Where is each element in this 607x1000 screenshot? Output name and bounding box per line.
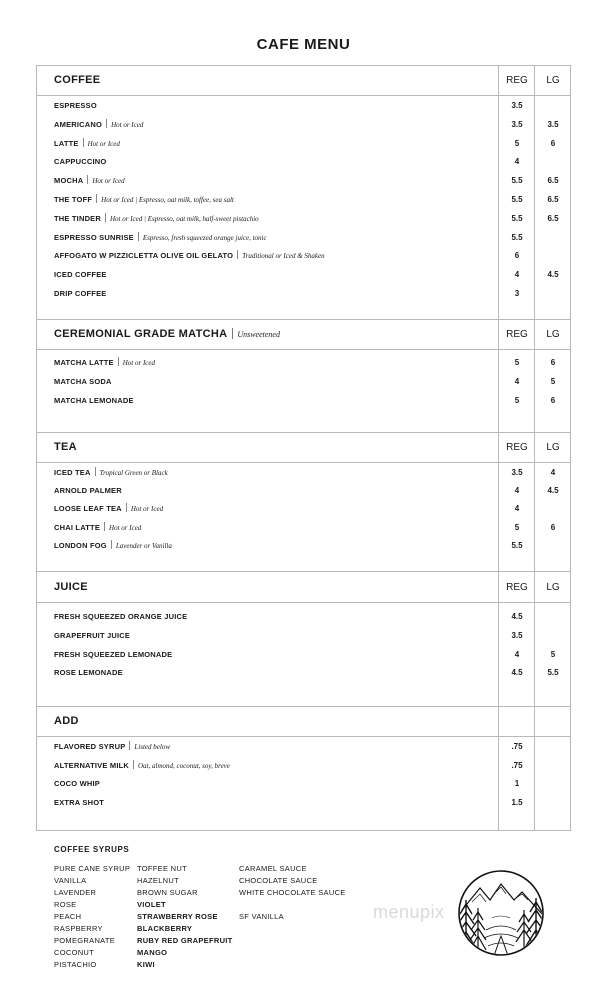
- section-title: [54, 441, 77, 453]
- syrup-item: STRAWBERRY ROSE: [137, 912, 218, 921]
- price-lg: 3.5: [547, 119, 559, 129]
- menu-item-label: [54, 648, 172, 662]
- syrup-item: KIWI: [137, 960, 155, 969]
- menu-item-label: [54, 759, 230, 773]
- price-reg: 1.5: [511, 798, 523, 808]
- menu-item-label: [54, 231, 267, 245]
- watermark: menupix: [373, 902, 445, 922]
- menu-item-name: FRESH SQUEEZED LEMONADE: [54, 649, 173, 659]
- menu-item: [37, 249, 570, 263]
- syrup-column: [137, 863, 233, 971]
- menu-item-description: Hot or Iced: [130, 505, 164, 514]
- syrup-column: [54, 863, 130, 971]
- menu-item-name: CAPPUCCINO: [54, 157, 107, 167]
- menu-item: [37, 287, 570, 301]
- menu-item: [37, 484, 570, 498]
- price-reg: 4: [514, 504, 520, 514]
- price-lg: 6: [550, 522, 556, 532]
- menu-item: [37, 231, 570, 245]
- menu-item: [37, 629, 570, 643]
- syrup-item: PISTACHIO: [54, 960, 97, 969]
- menu-item: [37, 174, 570, 188]
- menu-item-description: Hot or Iced: [92, 177, 125, 186]
- syrup-item: [239, 899, 346, 911]
- column-header-reg: REG: [506, 581, 528, 593]
- price-lg: 4.5: [547, 486, 559, 496]
- section-header: [37, 572, 570, 603]
- menu-item: [37, 502, 570, 516]
- price-reg: 4: [514, 270, 520, 280]
- divider: [106, 119, 107, 128]
- menu-item-name: DRIP COFFEE: [54, 289, 107, 298]
- menu-item-label: [54, 777, 100, 791]
- menu-item-name: FRESH SQUEEZED ORANGE JUICE: [54, 612, 188, 621]
- divider: [232, 328, 233, 339]
- price-lg: 5: [550, 376, 556, 386]
- page-title: CAFE MENU: [256, 36, 351, 53]
- menu-item-label: [54, 212, 259, 226]
- menu-item: [37, 394, 570, 408]
- menu-item-name: CHAI LATTE: [54, 522, 101, 532]
- price-reg: 5.5: [511, 232, 523, 242]
- menu-item-name: ESPRESSO SUNRISE: [54, 232, 134, 242]
- price-reg: 3.5: [511, 119, 523, 129]
- menu-item-description: Oat, almond, coconut, soy, breve: [138, 761, 230, 770]
- price-reg: .75: [511, 742, 523, 751]
- syrup-item: VIOLET: [137, 900, 166, 909]
- menu-item-description: Traditional or Iced & Shaken: [242, 252, 325, 261]
- column-header-lg: LG: [546, 442, 560, 453]
- price-lg: 5.5: [547, 668, 559, 678]
- menu-item-name: THE TINDER: [54, 213, 101, 223]
- menu-item-label: [54, 629, 130, 643]
- syrup-item: PURE CANE SYRUP: [54, 864, 131, 873]
- section-header: [37, 433, 570, 463]
- syrup-item: RUBY RED GRAPEFRUIT: [137, 936, 233, 945]
- menu-item: [37, 155, 570, 169]
- syrup-item: TOFFEE NUT: [137, 864, 187, 873]
- price-lg: 6: [550, 138, 556, 148]
- menu-item-label: [54, 137, 120, 151]
- section-header: [37, 320, 570, 350]
- price-reg: 5.5: [511, 176, 523, 186]
- section-coffee: [37, 66, 570, 319]
- syrup-item: WHITE CHOCOLATE SAUCE: [239, 888, 346, 897]
- price-lg: 4: [550, 468, 556, 477]
- column-header-reg: REG: [506, 75, 528, 86]
- price-reg: 5.5: [511, 195, 523, 204]
- price-reg: 5: [514, 395, 520, 405]
- menu-item-label: [54, 539, 172, 553]
- menu-item-name: ROSE LEMONADE: [54, 668, 123, 678]
- menu-item: [37, 212, 570, 226]
- menu-item-label: [54, 796, 104, 810]
- section-add: [37, 706, 570, 831]
- divider: [96, 194, 97, 203]
- menu-item-description: Tropical Green or Black: [99, 469, 168, 477]
- menu-item-label: [54, 666, 123, 680]
- syrup-item: LAVENDER: [54, 888, 97, 897]
- menu-item-label: [54, 118, 143, 132]
- menu-item-label: [54, 99, 97, 113]
- price-reg: 4.5: [511, 668, 523, 678]
- price-reg: 4.5: [511, 612, 523, 621]
- menu-item-name: FLAVORED SYRUP: [54, 742, 126, 751]
- divider: [129, 741, 130, 750]
- menu-item: [37, 777, 570, 791]
- syrup-item: ROSE: [54, 900, 77, 909]
- price-lg: 6.5: [547, 213, 559, 223]
- price-lg: 5: [550, 649, 556, 659]
- divider: [133, 760, 134, 769]
- syrup-item: RASPBERRY: [54, 924, 103, 933]
- menu-item-label: [54, 502, 163, 516]
- section-title: [54, 328, 280, 340]
- price-reg: 5.5: [511, 540, 523, 550]
- column-header-lg: LG: [546, 75, 560, 86]
- menu-item: [37, 666, 570, 680]
- forest-mountain-emblem-icon: [458, 870, 544, 956]
- menu-item: [37, 268, 570, 282]
- price-lg: 6: [550, 395, 556, 405]
- price-lg: 6: [550, 358, 556, 367]
- menu-item-description: Hot or Iced: [87, 139, 120, 148]
- menu-item-label: [54, 610, 187, 624]
- menu-item-name: ARNOLD PALMER: [54, 486, 122, 496]
- menu-item: [37, 118, 570, 132]
- syrup-item: POMEGRANATE: [54, 936, 116, 945]
- menu-item-description: Listed below: [134, 743, 171, 751]
- section-title-text: TEA: [54, 441, 77, 453]
- price-reg: 4: [514, 486, 520, 496]
- menu-item-name: ICED TEA: [54, 468, 91, 477]
- menu-item-label: [54, 521, 141, 535]
- syrup-item: COCONUT: [54, 948, 95, 957]
- menu-item-label: [54, 375, 112, 389]
- menu-item: [37, 99, 570, 113]
- section-note: Unsweetened: [237, 330, 280, 339]
- menu-item: [37, 539, 570, 553]
- price-reg: 3.5: [511, 468, 523, 477]
- price-lg: 6.5: [547, 176, 559, 186]
- divider: [87, 175, 88, 184]
- price-reg: 5: [514, 522, 520, 532]
- menu-item-description: Hot or Iced | Espresso, oat milk, half-sweet pistachio: [110, 214, 259, 223]
- syrup-item: SF VANILLA: [239, 912, 284, 921]
- syrup-item: PEACH: [54, 912, 82, 921]
- menu-item-name: COCO WHIP: [54, 779, 100, 789]
- menu-item-label: [54, 155, 106, 169]
- menu-item-label: [54, 268, 107, 282]
- divider: [111, 540, 112, 549]
- section-title-text: JUICE: [54, 580, 88, 593]
- divider: [104, 522, 105, 531]
- menu-item-name: ESPRESSO: [54, 101, 97, 110]
- menu-item-description: Hot or Iced: [122, 359, 156, 367]
- menu-item: [37, 466, 570, 480]
- price-reg: 5: [514, 358, 520, 367]
- section-ceremonial-grade-matcha: [37, 319, 570, 432]
- menu-item-name: ALTERNATIVE MILK: [54, 760, 129, 770]
- column-header-reg: REG: [506, 442, 528, 453]
- menu-item-label: [54, 484, 122, 498]
- menu-item-name: EXTRA SHOT: [54, 798, 105, 808]
- menu-item: [37, 375, 570, 389]
- section-title-text: ADD: [54, 715, 79, 727]
- menu-item-label: [54, 466, 168, 480]
- syrup-item: MANGO: [137, 948, 168, 957]
- menu-item-name: ICED COFFEE: [54, 270, 107, 280]
- price-reg: 3: [514, 289, 520, 298]
- menu-item-label: [54, 287, 107, 301]
- menu-item-label: [54, 249, 325, 263]
- menu-item: [37, 356, 570, 370]
- menu-item: [37, 796, 570, 810]
- menu-item-description: Hot or Iced: [111, 120, 144, 129]
- menu-item: [37, 740, 570, 754]
- menu-item-name: LATTE: [54, 138, 79, 148]
- column-header-reg: REG: [506, 329, 528, 340]
- menu-item: [37, 759, 570, 773]
- syrups-title: COFFEE SYRUPS: [54, 845, 130, 854]
- menu-table: [36, 65, 571, 831]
- menu-item-name: THE TOFF: [54, 195, 93, 204]
- coffee-syrups: [54, 845, 346, 969]
- price-reg: .75: [511, 760, 523, 770]
- column-header-lg: LG: [546, 581, 560, 593]
- section-tea: [37, 432, 570, 571]
- price-reg: 5.5: [511, 213, 523, 223]
- syrup-item: HAZELNUT: [137, 876, 179, 885]
- section-title: [54, 74, 100, 86]
- menu-item: [37, 610, 570, 624]
- menu-item: [37, 648, 570, 662]
- menu-item-label: [54, 356, 155, 370]
- price-reg: 4: [514, 376, 520, 386]
- price-lg: 6.5: [547, 195, 559, 204]
- divider: [138, 232, 139, 241]
- divider: [237, 250, 238, 259]
- divider: [83, 138, 84, 147]
- menu-item-name: LONDON FOG: [54, 540, 107, 550]
- column-header-lg: LG: [546, 329, 560, 340]
- syrup-column: [239, 863, 346, 923]
- syrup-item: CARAMEL SAUCE: [239, 864, 307, 873]
- menu-item-name: MATCHA SODA: [54, 376, 112, 386]
- syrup-item: BROWN SUGAR: [137, 888, 198, 897]
- menu-item-description: Lavender or Vanilla: [115, 541, 172, 550]
- syrup-item: VANILLA: [54, 876, 87, 885]
- divider: [118, 357, 119, 366]
- section-juice: [37, 571, 570, 706]
- menu-item-description: Hot or Iced: [109, 523, 142, 532]
- menu-item-name: MATCHA LEMONADE: [54, 395, 134, 405]
- menu-item-label: [54, 740, 170, 754]
- price-reg: 6: [514, 251, 520, 261]
- price-reg: 5: [514, 138, 520, 148]
- menu-item-name: LOOSE LEAF TEA: [54, 504, 122, 514]
- section-title-text: COFFEE: [54, 74, 101, 86]
- menu-item: [37, 521, 570, 535]
- section-title-text: CEREMONIAL GRADE MATCHA: [54, 328, 228, 340]
- price-lg: 4.5: [547, 270, 559, 280]
- syrup-item: CHOCOLATE SAUCE: [239, 876, 318, 885]
- price-reg: 3.5: [511, 630, 523, 640]
- menu-item-label: [54, 174, 125, 188]
- menu-item: [37, 193, 570, 207]
- menu-item-name: MOCHA: [54, 176, 84, 186]
- divider: [95, 467, 96, 476]
- menu-item-name: MATCHA LATTE: [54, 358, 114, 367]
- divider: [105, 213, 106, 222]
- divider: [126, 503, 127, 512]
- menu-item: [37, 137, 570, 151]
- price-reg: 1: [514, 779, 520, 789]
- section-header: [37, 707, 570, 737]
- menu-item-description: Espresso, fresh squeezed orange juice, tonic: [142, 233, 267, 242]
- section-title: [54, 581, 88, 593]
- price-reg: 3.5: [511, 101, 523, 110]
- price-reg: 4: [514, 649, 520, 659]
- menu-item-name: AFFOGATO W PIZZICLETTA OLIVE OIL GELATO: [54, 251, 234, 261]
- menu-item-name: AMERICANO: [54, 119, 103, 129]
- section-title: [54, 715, 79, 727]
- column-divider: [498, 66, 499, 830]
- menu-item-name: GRAPEFRUIT JUICE: [54, 630, 131, 640]
- menu-item-label: [54, 394, 134, 408]
- syrup-item: BLACKBERRY: [137, 924, 193, 933]
- column-divider: [534, 66, 535, 830]
- price-reg: 4: [514, 157, 520, 167]
- section-header: [37, 66, 570, 96]
- menu-item-description: Hot or Iced | Espresso, oat milk, toffee, sea salt: [101, 196, 234, 204]
- menu-item-label: [54, 193, 234, 207]
